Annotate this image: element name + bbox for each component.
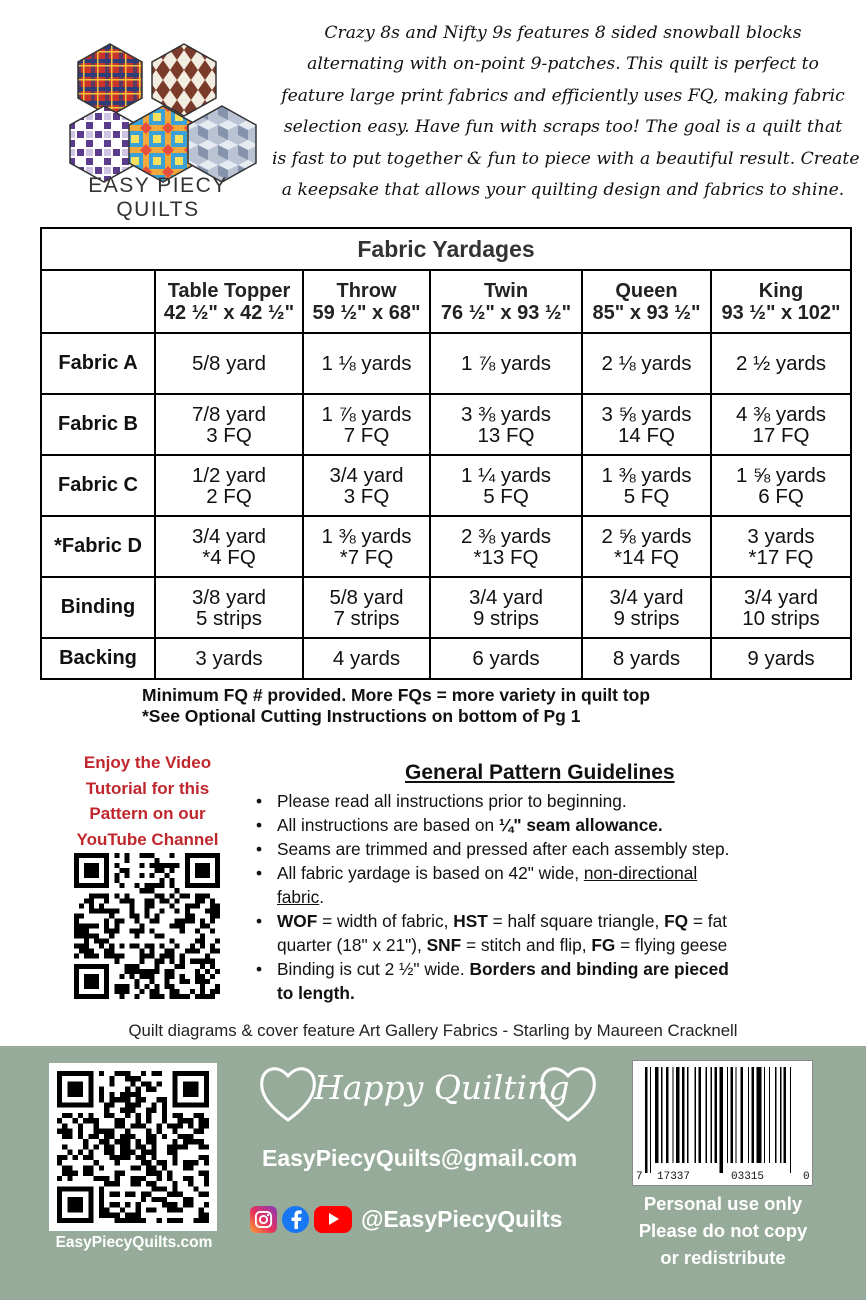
cell-line: 13 FQ	[477, 423, 535, 447]
cell-line: 1 ⅜ yards	[601, 463, 692, 487]
header-empty	[41, 270, 155, 333]
cell-line: 1 ⅝ yards	[736, 463, 827, 487]
table-cell	[303, 638, 430, 679]
video-tutorial-callout	[60, 750, 235, 852]
cell-line: 3/4 yard	[743, 585, 819, 609]
cell-line: 2 ⅜ yards	[460, 524, 552, 548]
table-cell	[430, 577, 582, 638]
row-label: *Fabric D	[41, 516, 155, 577]
barcode-digit: 0	[803, 1171, 810, 1183]
cell-line: *14 FQ	[614, 545, 679, 569]
guidelines-title: General Pattern Guidelines	[405, 761, 675, 784]
cell-line: 5 FQ	[623, 484, 670, 508]
cell-line: 5/8 yard	[191, 352, 267, 375]
column-size: 93 ½" x 102"	[721, 301, 841, 324]
cell-line: 7 strips	[333, 606, 400, 630]
guideline-line	[277, 933, 854, 957]
cell-line: 1 ⅜ yards	[321, 524, 412, 548]
table-cell	[155, 394, 303, 455]
cell-line: *4 FQ	[202, 545, 256, 569]
table-cell	[711, 394, 851, 455]
website-qr-code-icon[interactable]	[57, 1071, 209, 1223]
column-size: 76 ½" x 93 ½"	[440, 301, 572, 324]
table-title: Fabric Yardages	[41, 228, 851, 270]
notice-line: Please do not copy	[638, 1220, 808, 1241]
column-name: Table Topper	[167, 279, 291, 302]
table-cell	[582, 516, 711, 577]
cell-line: 2 ½ yards	[736, 352, 827, 375]
cell-line: 8 yards	[612, 647, 681, 670]
list-item	[254, 789, 854, 813]
guideline-text: • Seams are trimmed and pressed after each assembly step.	[277, 839, 730, 859]
cell-line: *7 FQ	[339, 545, 394, 569]
barcode-digit: 7	[636, 1171, 643, 1183]
table-cell	[582, 455, 711, 516]
intro-line: a keepsake that allows your quilting design and fabrics to shine.	[281, 180, 845, 201]
list-item	[254, 837, 854, 861]
website-qr-code[interactable]	[49, 1063, 217, 1231]
intro-line: selection easy. Have fun with scraps too! The goal is a quilt that	[283, 117, 843, 138]
cell-line: 5 strips	[195, 606, 263, 630]
table-cell	[155, 577, 303, 638]
intro-line: alternating with on-point 9-patches. This quilt is perfect to	[307, 54, 819, 75]
abbr-def: = flying geese	[615, 935, 728, 955]
cell-line: 3/8 yard	[191, 585, 267, 609]
row-label: Binding	[41, 577, 155, 638]
cell-line: 2 ⅛ yards	[601, 352, 692, 375]
cell-line: 2 FQ	[206, 484, 252, 508]
guideline-line	[277, 885, 854, 909]
table-notes	[142, 685, 650, 727]
intro-line: feature large print fabrics and efficiently uses FQ, making fabric	[281, 85, 845, 106]
table-cell	[155, 516, 303, 577]
table-cell	[582, 394, 711, 455]
column-size: 85" x 93 ½"	[592, 301, 701, 324]
table-cell	[303, 455, 430, 516]
table-cell	[430, 638, 582, 679]
guideline-bold: Borders and binding are pieced	[469, 959, 729, 979]
barcode-digits: 17337	[657, 1171, 691, 1183]
row-label: Fabric C	[41, 455, 155, 516]
abbr-def: = width of fabric,	[317, 911, 454, 931]
barcode-digits: 03315	[731, 1171, 765, 1183]
social-handle[interactable]: @EasyPiecyQuilts	[361, 1205, 563, 1232]
video-line: Pattern on our	[89, 804, 206, 823]
cell-line: 3/4 yard	[609, 585, 684, 609]
column-size: 59 ½" x 68"	[312, 301, 421, 324]
abbr-def: = fat	[688, 911, 727, 931]
list-item	[254, 813, 854, 837]
row-label: Backing	[41, 638, 155, 679]
barcode-icon	[639, 1065, 808, 1175]
website-link[interactable]: EasyPiecyQuilts.com	[55, 1234, 213, 1251]
cell-line: 1 ⅞ yards	[460, 352, 552, 375]
instagram-icon[interactable]	[250, 1206, 277, 1233]
guideline-line	[277, 909, 854, 933]
cell-line: 1 ⅛ yards	[321, 352, 412, 375]
cell-line: 9 strips	[613, 606, 680, 630]
cell-line: *13 FQ	[473, 545, 539, 569]
abbr-key: FQ	[664, 911, 689, 931]
cell-line: 3/4 yard	[329, 463, 404, 487]
column-name: Queen	[615, 279, 678, 302]
table-cell	[155, 333, 303, 394]
column-header	[582, 270, 711, 333]
cell-line: 5/8 yard	[329, 585, 404, 609]
table-row	[41, 394, 851, 455]
table-cell	[303, 333, 430, 394]
guideline-line	[277, 957, 854, 981]
youtube-qr-code-icon[interactable]	[74, 853, 220, 999]
table-header-row	[41, 270, 851, 333]
column-header	[711, 270, 851, 333]
table-cell	[711, 516, 851, 577]
table-cell	[582, 333, 711, 394]
cell-line: 9 yards	[747, 647, 815, 670]
cell-line: 1 ⅞ yards	[321, 402, 412, 426]
email-link[interactable]: EasyPiecyQuilts@gmail.com	[262, 1145, 578, 1171]
social-links	[250, 1204, 562, 1234]
table-cell	[430, 333, 582, 394]
abbr-key: SNF	[426, 935, 462, 955]
row-label: Fabric B	[41, 394, 155, 455]
note-line: *See Optional Cutting Instructions on bottom of Pg 1	[142, 706, 581, 726]
abbr-def: quarter (18" x 21"),	[277, 935, 427, 955]
fabric-credit: Quilt diagrams & cover feature Art Gallery Fabrics - Starling by Maureen Cracknell	[128, 1021, 738, 1040]
intro-line: Crazy 8s and Nifty 9s features 8 sided snowball blocks	[324, 23, 802, 43]
intro-line: is fast to put together & fun to piece with a beautiful result. Create	[272, 148, 860, 169]
table-cell	[582, 577, 711, 638]
table-cell	[711, 333, 851, 394]
table-cell	[155, 455, 303, 516]
table-row	[41, 638, 851, 679]
cell-line: 3 FQ	[206, 423, 252, 447]
cell-line: 14 FQ	[618, 423, 675, 447]
cell-line: 3/4 yard	[468, 585, 544, 609]
cell-line: 1 ¼ yards	[460, 463, 552, 487]
guideline-text: All instructions are based on	[277, 815, 499, 835]
cell-line: 7/8 yard	[191, 402, 267, 426]
table-cell	[155, 638, 303, 679]
cell-line: 3/4 yard	[191, 524, 267, 548]
cell-line: 10 strips	[742, 606, 820, 630]
cell-line: 6 yards	[472, 647, 540, 670]
heart-icon	[262, 1069, 315, 1120]
brand-name: EASY PIECY QUILTS	[88, 174, 228, 221]
list-item	[254, 861, 854, 909]
cell-line: 17 FQ	[752, 423, 810, 447]
table-row	[41, 577, 851, 638]
guidelines-list	[254, 789, 854, 1005]
notice-line: Personal use only	[643, 1193, 803, 1214]
fabric-yardage-table	[40, 227, 852, 680]
abbr-def: = half square triangle,	[487, 911, 665, 931]
column-header	[155, 270, 303, 333]
barcode	[632, 1060, 813, 1186]
slogan: Happy Quilting	[314, 1068, 570, 1107]
abbr-key: WOF	[277, 911, 318, 931]
cell-line: 4 yards	[332, 647, 401, 670]
youtube-icon[interactable]	[314, 1206, 352, 1233]
abbr-key: FG	[591, 935, 616, 955]
table-cell	[711, 455, 851, 516]
facebook-icon[interactable]	[282, 1206, 309, 1233]
guideline-line	[277, 981, 854, 1005]
table-cell	[303, 516, 430, 577]
guideline-bold: ¼" seam allowance.	[498, 815, 663, 835]
column-name: King	[758, 279, 804, 302]
table-cell	[582, 638, 711, 679]
column-name: Throw	[336, 279, 397, 302]
guideline-underline: non-directional	[583, 863, 698, 883]
guideline-underline: fabric	[277, 887, 320, 907]
table-cell	[430, 394, 582, 455]
guideline-bold: to length.	[277, 983, 355, 1003]
video-line: Tutorial for this	[85, 778, 210, 798]
cell-line: 4 ⅜ yards	[736, 402, 827, 426]
table-cell	[303, 577, 430, 638]
column-size: 42 ½" x 42 ½"	[163, 301, 295, 324]
notice-line: or redistribute	[660, 1247, 786, 1268]
guideline-text: • Please read all instructions prior to beginning.	[277, 791, 627, 811]
cell-line: 6 FQ	[758, 484, 804, 508]
column-header	[430, 270, 582, 333]
table-cell	[430, 516, 582, 577]
table-cell	[430, 455, 582, 516]
table-row	[41, 333, 851, 394]
cell-line: 3 FQ	[343, 484, 390, 508]
cell-line: 3 yards	[195, 647, 263, 670]
cell-line: *17 FQ	[748, 545, 814, 569]
list-item	[254, 957, 854, 1005]
table-cell	[711, 638, 851, 679]
cell-line: 3 ⅝ yards	[601, 402, 692, 426]
video-line: Enjoy the Video	[83, 753, 212, 772]
cell-line: 2 ⅝ yards	[601, 524, 692, 548]
cell-line: 5 FQ	[483, 484, 529, 508]
cell-line: 1/2 yard	[191, 463, 267, 487]
cell-line: 7 FQ	[343, 423, 390, 447]
column-header	[303, 270, 430, 333]
guideline-text: All fabric yardage is based on 42" wide,	[277, 863, 584, 883]
table-cell	[711, 577, 851, 638]
cell-line: 9 strips	[472, 606, 540, 630]
abbr-def: = stitch and flip,	[461, 935, 592, 955]
video-line: YouTube Channel	[76, 829, 219, 849]
table-cell	[303, 394, 430, 455]
guideline-text: .	[319, 887, 325, 907]
guideline-text: Binding is cut 2 ½" wide.	[277, 959, 470, 979]
column-name: Twin	[483, 279, 529, 302]
note-line: Minimum FQ # provided. More FQs = more variety in quilt top	[142, 685, 651, 705]
table-row	[41, 516, 851, 577]
abbr-key: HST	[453, 911, 488, 931]
guideline-line	[277, 861, 854, 885]
guideline-text	[277, 813, 854, 837]
intro-paragraph	[272, 18, 860, 206]
table-row	[41, 455, 851, 516]
cell-line: 3 yards	[747, 524, 815, 548]
usage-notice	[613, 1190, 833, 1271]
list-item	[254, 909, 854, 957]
row-label: Fabric A	[41, 333, 155, 394]
cell-line: 3 ⅜ yards	[460, 402, 552, 426]
